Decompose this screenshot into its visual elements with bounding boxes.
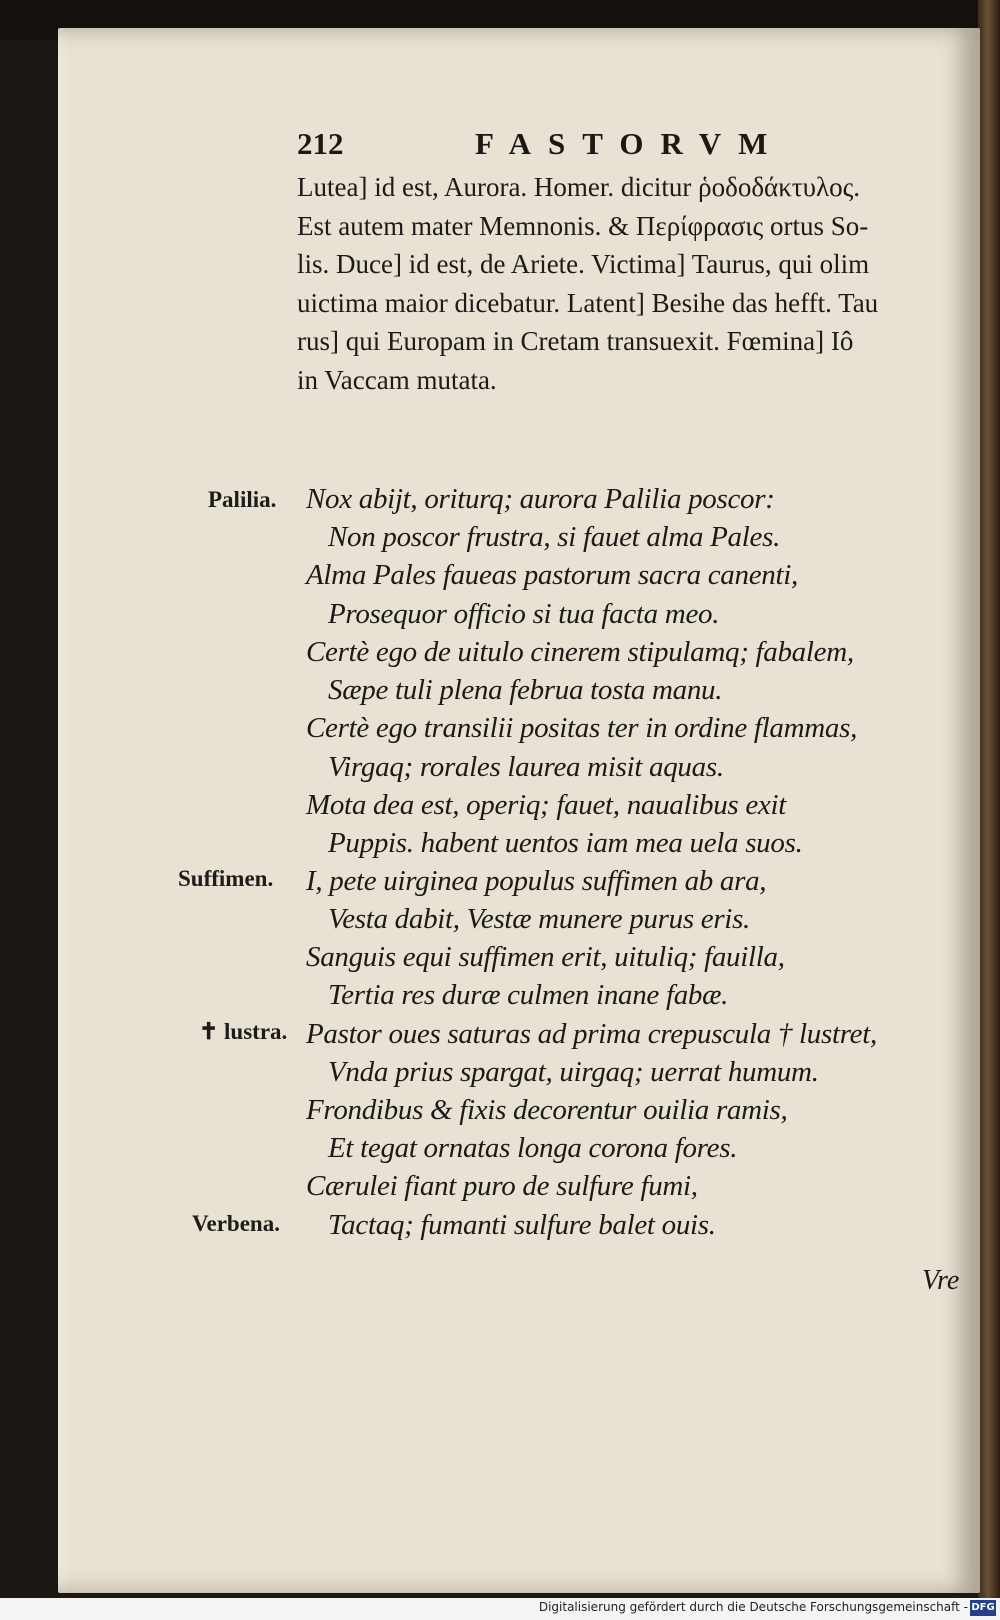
verse-line: Sanguis equi suffimen erit, uituliq; fauilla, (306, 941, 785, 973)
commentary-line: rus] qui Europam in Cretam transuexit. Fœmina] Iô (297, 326, 854, 356)
book-spine (978, 0, 1000, 1620)
margin-note-palilia: Palilia. (208, 487, 277, 512)
verse-line: Mota dea est, operiq; fauet, naualibus exit (306, 789, 787, 821)
verse-line: Sæpe tuli plena februa tosta manu. (328, 674, 723, 706)
commentary-block (297, 168, 975, 399)
verse-line: Vesta dabit, Vestæ munere purus eris. (328, 903, 751, 935)
verse-line: Virgaq; rorales laurea misit aquas. (328, 751, 724, 783)
verse-line: Pastor oues saturas ad prima crepuscula † lustret, (306, 1018, 877, 1050)
verse-line: Nox abijt, oriturq; aurora Palilia poscor: (306, 483, 775, 515)
commentary-line: in Vaccam mutata. (297, 364, 497, 395)
footer-bar (0, 1598, 1000, 1620)
verse-line: Alma Pales faueas pastorum sacra canenti, (306, 559, 798, 591)
verse-line: Prosequor officio si tua facta meo. (328, 598, 720, 630)
verse-line: Et tegat ornatas longa corona fores. (328, 1132, 738, 1164)
verse-line: I, pete uirginea populus suffimen ab ara, (306, 865, 767, 897)
dfg-logo: DFG (970, 1600, 996, 1616)
commentary-line: Lutea] id est, Aurora. Homer. dicitur ῥοδοδάκτυλος. (297, 172, 861, 202)
verse-line: Vnda prius spargat, uirgaq; uerrat humum. (328, 1056, 819, 1088)
margin-note-verbena: Verbena. (192, 1211, 280, 1236)
verse-line: Frondibus & fixis decorentur ouilia ramis, (306, 1094, 788, 1126)
verse-line: Puppis. habent uentos iam mea uela suos. (328, 827, 803, 859)
margin-note-suffimen: Suffimen. (178, 866, 274, 891)
verse-line: Tactaq; fumanti sulfure balet ouis. (328, 1209, 716, 1241)
commentary-line: Est autem mater Memnonis. & Περίφρασις ortus So- (297, 210, 869, 241)
running-title: FASTORVM (475, 126, 785, 161)
verse-line: Certè ego de uitulo cinerem stipulamq; fabalem, (306, 636, 854, 668)
footer-credit: Digitalisierung gefördert durch die Deutsche Forschungsgemeinschaft - (538, 1600, 968, 1614)
folio-number: 212 (297, 126, 344, 161)
margin-note-lustra: ✝ lustra. (199, 1019, 288, 1044)
catchword: Vre (922, 1265, 960, 1296)
verse-line: Certè ego transilii positas ter in ordine flammas, (306, 712, 858, 744)
page-header (297, 126, 857, 166)
commentary-line: lis. Duce] id est, de Ariete. Victima] Taurus, qui olim (297, 249, 870, 279)
verse-line: Non poscor frustra, si fauet alma Pales. (328, 521, 781, 553)
verse-line: Tertia res duræ culmen inane fabæ. (328, 979, 729, 1011)
commentary-line: uictima maior dicebatur. Latent] Besihe das hefft. Tau (297, 287, 879, 318)
verse-line: Cærulei fiant puro de sulfure fumi, (306, 1170, 698, 1202)
